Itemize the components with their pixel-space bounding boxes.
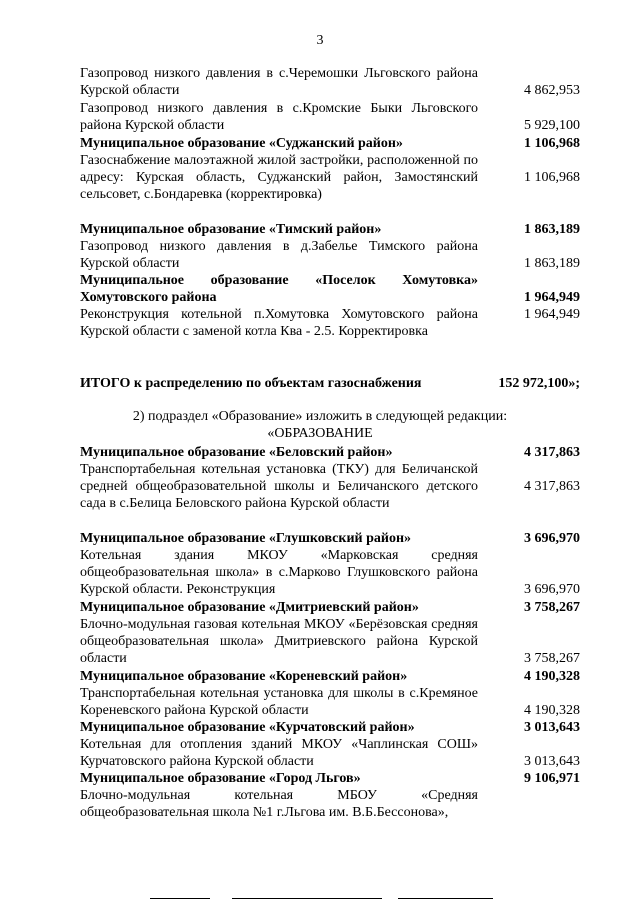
list-item: [80, 736, 580, 770]
object-amount: 3 758,267: [524, 651, 580, 666]
page-number: 3: [316, 33, 324, 48]
list-item: [80, 547, 580, 598]
municipality-amount: 1 106,968: [524, 136, 580, 151]
object-amount: 5 929,100: [524, 118, 580, 133]
municipality-heading: [80, 770, 580, 787]
municipality-heading: [80, 272, 580, 306]
object-amount: 1 964,949: [524, 307, 580, 322]
object-name: Блочно-модульная котельная МБОУ «Средняя общеобразовательная школа №1 г.Льгова им. В.Б.Бессонова»,: [80, 788, 478, 820]
footer-rule: [232, 898, 382, 899]
total-label: ИТОГО к распределению по объектам газоснабжения: [80, 376, 422, 391]
municipality-name: Муниципальное образование «Суджанский район»: [80, 136, 403, 151]
municipality-amount: 4 317,863: [524, 445, 580, 460]
object-name: Котельная для отопления зданий МКОУ «Чаплинская СОШ» Курчатовского района Курской области: [80, 737, 478, 769]
total-amount: 152 972,100»;: [498, 376, 580, 391]
list-item: [80, 787, 580, 821]
municipality-amount: 9 106,971: [524, 771, 580, 786]
total-row: [80, 375, 580, 392]
municipality-heading: [80, 599, 580, 616]
municipality-heading: [80, 668, 580, 685]
object-name: Транспортабельная котельная установка для школы в с.Кремяное Кореневского района Курской области: [80, 686, 478, 718]
municipality-amount: 1 964,949: [524, 290, 580, 305]
municipality-name: Муниципальное образование «Глушковский район»: [80, 531, 412, 546]
municipality-name: Муниципальное образование «Город Льгов»: [80, 771, 361, 786]
municipality-amount: 3 013,643: [524, 720, 580, 735]
municipality-name: Муниципальное образование «Курчатовский район»: [80, 720, 415, 735]
footer-rule: [398, 898, 493, 899]
municipality-name: Муниципальное образование «Кореневский район»: [80, 669, 408, 684]
list-item: [80, 616, 580, 667]
list-item: [80, 152, 580, 203]
municipality-amount: 3 758,267: [524, 600, 580, 615]
municipality-heading: [80, 135, 580, 152]
footer-rule: [150, 898, 210, 899]
municipality-name: Муниципальное образование «Поселок Хомутовка» Хомутовского района: [80, 273, 478, 305]
object-amount: 3 696,970: [524, 582, 580, 597]
object-name: Газоснабжение малоэтажной жилой застройки, расположенной по адресу: Курская область, Суджанский район, Замостянский сельсовет, с.Бондаревка (корректировка): [80, 153, 478, 202]
object-name: Блочно-модульная газовая котельная МКОУ «Берёзовская средняя общеобразовательная школа» Дмитриевского района Курской области: [80, 617, 478, 666]
object-name: Газопровод низкого давления в с.Кромские Быки Льговского района Курской области: [80, 101, 478, 133]
list-item: [80, 65, 580, 99]
list-item: [80, 238, 580, 272]
list-item: [80, 685, 580, 719]
object-name: Газопровод низкого давления в д.Забелье Тимского района Курской области: [80, 239, 478, 271]
object-amount: 3 013,643: [524, 754, 580, 769]
municipality-heading: [80, 444, 580, 461]
list-item: [80, 461, 580, 512]
section-intro: 2) подраздел «Образование» изложить в следующей редакции:: [132, 409, 508, 424]
municipality-heading: [80, 530, 580, 547]
municipality-name: Муниципальное образование «Тимский район»: [80, 222, 382, 237]
object-amount: 1 106,968: [524, 170, 580, 185]
object-name: Газопровод низкого давления в с.Черемошки Льговского района Курской области: [80, 66, 478, 98]
municipality-name: Муниципальное образование «Дмитриевский район»: [80, 600, 419, 615]
municipality-amount: 4 190,328: [524, 669, 580, 684]
object-name: Реконструкция котельной п.Хомутовка Хомутовского района Курской области с заменой котла Ква - 2.5. Корректировка: [80, 307, 478, 339]
municipality-amount: 3 696,970: [524, 531, 580, 546]
object-amount: 4 317,863: [524, 479, 580, 494]
object-name: Транспортабельная котельная установка (ТКУ) для Беличанской средней общеобразовательной школы и Беличанского детского сада в с.Белица Беловского района Курской области: [80, 462, 478, 511]
municipality-amount: 1 863,189: [524, 222, 580, 237]
section-heading: «ОБРАЗОВАНИЕ: [267, 426, 373, 441]
municipality-name: Муниципальное образование «Беловский район»: [80, 445, 393, 460]
municipality-heading: [80, 719, 580, 736]
object-amount: 1 863,189: [524, 256, 580, 271]
object-name: Котельная здания МКОУ «Марковская средняя общеобразовательная школа» в с.Марково Глушковского района Курской области. Реконструкция: [80, 548, 478, 597]
list-item: [80, 100, 580, 134]
list-item: [80, 306, 580, 340]
object-amount: 4 190,328: [524, 703, 580, 718]
object-amount: 4 862,953: [524, 83, 580, 98]
municipality-heading: [80, 221, 580, 238]
